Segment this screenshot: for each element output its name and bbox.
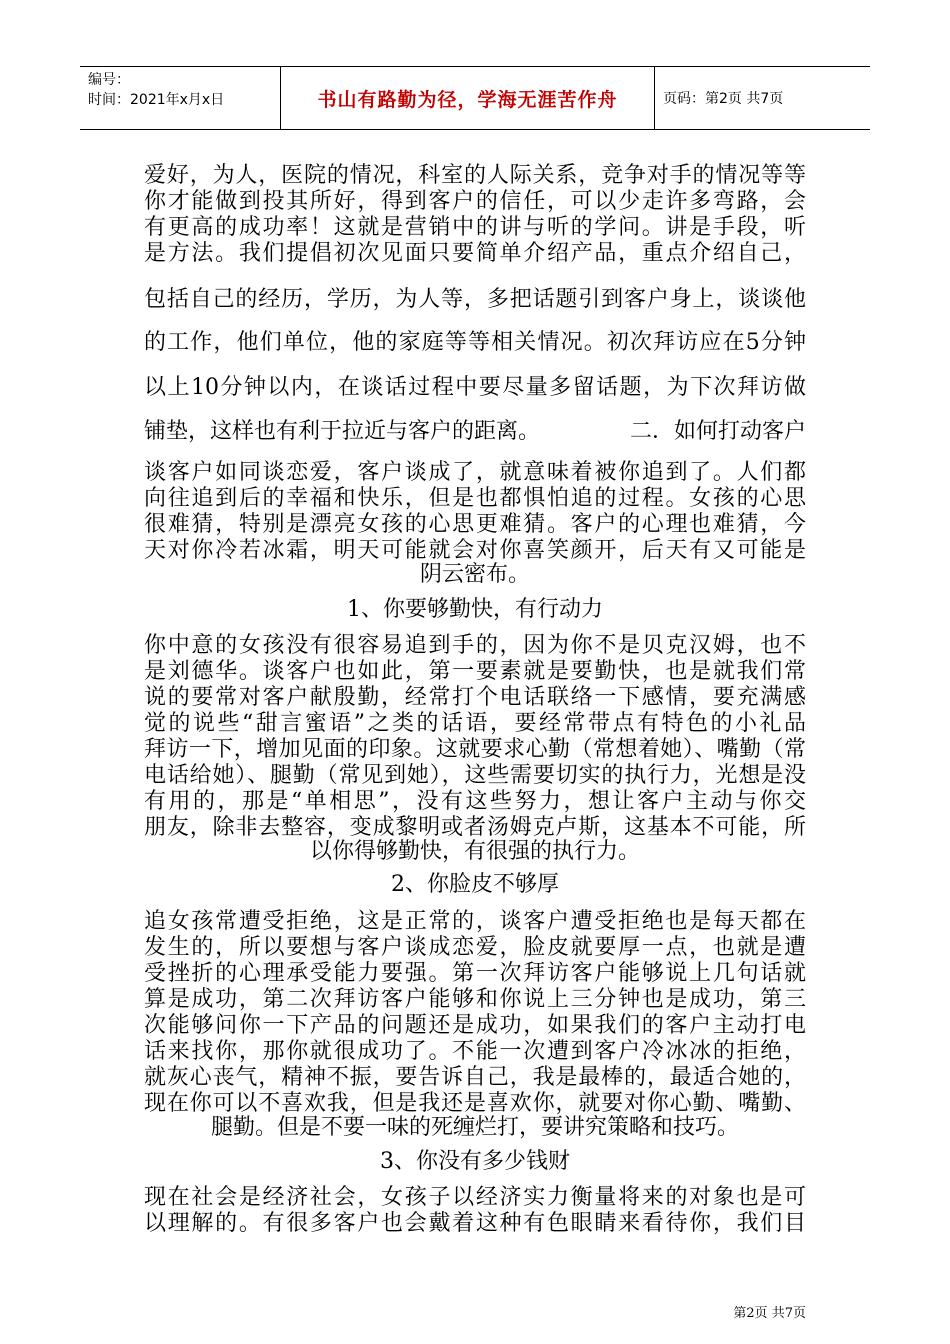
body-line: 以你得够勤快，有很强的执行力。 [309,839,640,864]
subheading: 3、你没有多少钱财 [380,1149,570,1174]
body-line: 算是成功，第二次拜访客户能够和你说上三分钟也是成功，第三 [144,987,806,1012]
body-line: 有用的，那是“单相思”，没有这些努力，想让客户主动与你交 [144,789,806,814]
section-heading: 二．如何打动客户 [629,419,806,444]
body-line: 爱好，为人，医院的情况，科室的人际关系，竞争对手的情况等等 [144,163,806,188]
body-line: 谈客户如同谈恋爱，客户谈成了，就意味着被你追到了。人们都 [144,460,806,485]
header-page-cell [655,67,878,129]
body-line: 的工作，他们单位，他的家庭等等相关情况。初次拜访应在5分钟 [144,330,806,355]
body-line: 很难猜，特别是漂亮女孩的心思更难猜。客户的心理也难猜，今 [144,512,806,537]
body-line: 以上10分钟以内，在谈话过程中要尽量多留话题，为下次拜访做 [144,375,806,400]
body-line: 你中意的女孩没有很容易追到手的，因为你不是贝克汉姆，也不 [144,633,806,658]
body-line: 受挫折的心理承受能力要强。第一次拜访客户能够说上几句话就 [144,961,806,986]
body-line: 说的要常对客户献殷勤，经常打个电话联络一下感情，要充满感 [144,685,806,710]
body-line: 是刘德华。谈客户也如此，第一要素就是要勤快，也是就我们常 [144,659,806,684]
body-line: 包括自己的经历，学历，为人等，多把话题引到客户身上，谈谈他 [144,287,806,312]
body-line: 有更高的成功率！这就是营销中的讲与听的学问。讲是手段，听 [144,215,806,240]
body-line: 向往追到后的幸福和快乐，但是也都惧怕追的过程。女孩的心思 [144,486,806,511]
body-line: 拜访一下，增加见面的印象。这就要求心勤（常想着她）、嘴勤（常 [144,737,806,762]
body-line: 觉的说些“甜言蜜语”之类的话语，要经常带点有特色的小礼品 [144,711,806,736]
body-line: 你才能做到投其所好，得到客户的信任，可以少走许多弯路，会 [144,189,806,214]
page-footer: 第2页 共7页 [733,1306,806,1321]
header-motto-cell [280,67,655,129]
body-line: 话来找你，那你就很成功了。不能一次遭到客户冷冰冰的拒绝， [144,1039,806,1064]
body-line: 天对你冷若冰霜，明天可能就会对你喜笑颜开，后天有又可能是 [144,538,806,563]
header-meta [80,67,280,129]
page-header [80,66,870,130]
body-line: 电话给她）、腿勤（常见到她），这些需要切实的执行力，光想是没 [144,763,806,788]
time-label: 时间：2021年x月x日 [88,92,225,108]
body-line: 是方法。我们提倡初次见面只要简单介绍产品，重点介绍自己， [144,241,806,266]
body-line: 阴云密布。 [419,562,530,587]
body-line: 发生的，所以要想与客户谈成恋爱，脸皮就要厚一点，也就是遭 [144,935,806,960]
body-line: 现在社会是经济社会，女孩子以经济实力衡量将来的对象也是可 [144,1185,806,1210]
body-line: 现在你可以不喜欢我，但是我还是喜欢你，就要对你心勤、嘴勤、 [144,1091,806,1116]
body-line: 朋友，除非去整容，变成黎明或者汤姆克卢斯，这基本不可能，所 [144,815,806,840]
motto-text: 书山有路勤为径，学海无涯苦作舟 [317,88,618,111]
body-line: 次能够问你一下产品的问题还是成功，如果我们的客户主动打电 [144,1013,806,1038]
body-line: 腿勤。但是不要一味的死缠烂打，要讲究策略和技巧。 [210,1115,739,1140]
subheading: 2、你脸皮不够厚 [391,872,559,897]
subheading: 1、你要够勤快，有行动力 [347,597,603,622]
body-line: 追女孩常遭受拒绝，这是正常的，谈客户遭受拒绝也是每天都在 [144,909,806,934]
body-line: 以理解的。有很多客户也会戴着这种有色眼睛来看待你，我们目 [144,1211,806,1236]
number-label: 编号： [88,72,130,88]
body-line: 就灰心丧气，精神不振，要告诉自己，我是最棒的，最适合她的， [144,1065,806,1090]
body-line: 铺垫，这样也有利于拉近与客户的距离。 [144,419,541,444]
header-page-label: 页码：第2页 共7页 [663,91,784,107]
